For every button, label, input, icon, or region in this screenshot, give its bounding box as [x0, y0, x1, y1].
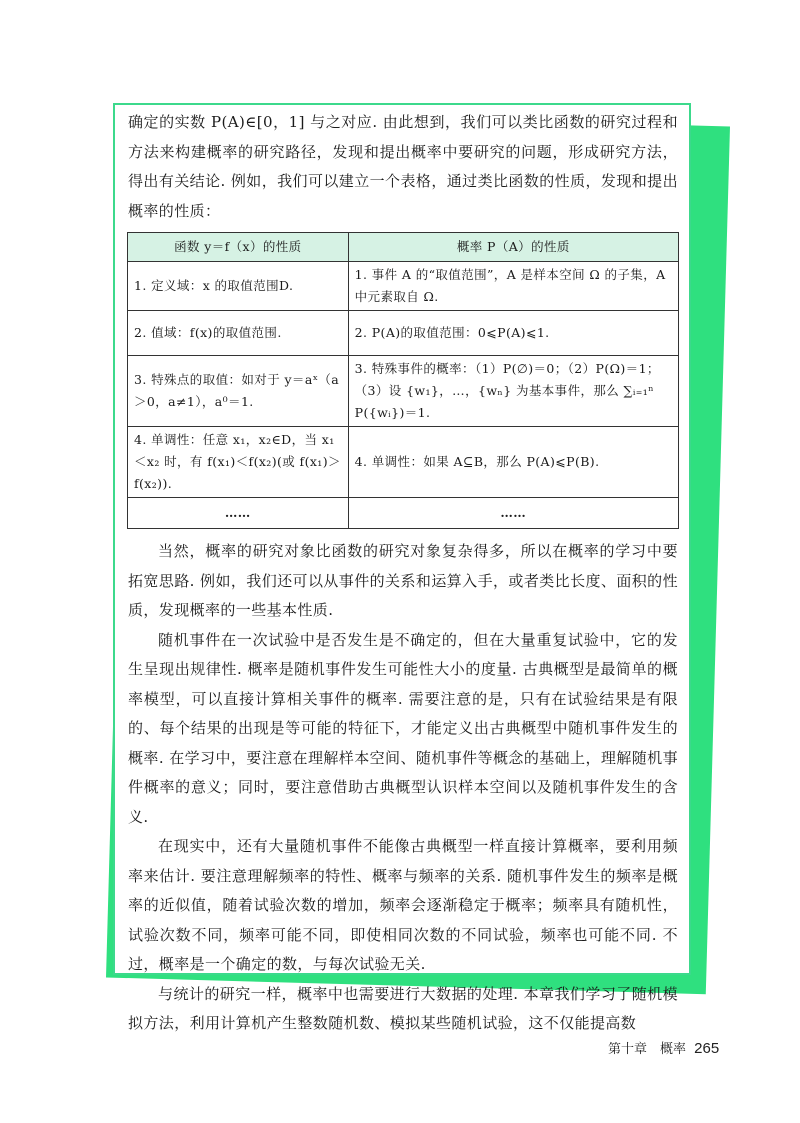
table-cell-function: 2. 值域：f(x)的取值范围.	[128, 311, 349, 356]
table-cell-function: 4. 单调性：任意 x₁，x₂∈D，当 x₁＜x₂ 时，有 f(x₁)＜f(x₂)(或 f(x₁)＞f(x₂)).	[128, 427, 349, 498]
table-row	[128, 498, 679, 529]
table-cell-probability: 4. 单调性：如果 A⊆B，那么 P(A)⩽P(B).	[348, 427, 678, 498]
table-cell-ellipsis: ……	[348, 498, 678, 529]
table-cell-function: 1. 定义域：x 的取值范围D.	[128, 262, 349, 311]
table-row	[128, 356, 679, 427]
table-cell-probability: 2. P(A)的取值范围：0⩽P(A)⩽1.	[348, 311, 678, 356]
table-cell-function: 3. 特殊点的取值：如对于 y＝aˣ（a＞0，a≠1），a⁰＝1.	[128, 356, 349, 427]
table-cell-probability: 3. 特殊事件的概率：（1）P(∅)＝0；（2）P(Ω)＝1；（3）设 {w₁}，…，{wₙ} 为基本事件，那么 ∑ᵢ₌₁ⁿ P({wᵢ})＝1.	[348, 356, 678, 427]
paragraph-intro: 确定的实数 P(A)∈[0，1] 与之对应. 由此想到，我们可以类比函数的研究过程和方法来构建概率的研究路径，发现和提出概率中要研究的问题，形成研究方法，得出有关结论. 例如，我们可以建立一个表格，通过类比函数的性质，发现和提出概率的性质：	[128, 113, 678, 220]
table-header-row	[128, 233, 679, 262]
table-cell-ellipsis: ……	[128, 498, 349, 529]
table-row	[128, 427, 679, 498]
page-content	[128, 108, 678, 1039]
paragraph-broaden-thinking: 当然，概率的研究对象比函数的研究对象复杂得多，所以在概率的学习中要拓宽思路. 例如，我们还可以从事件的关系和运算入手，或者类比长度、面积的性质，发现概率的一些基本性质.	[128, 542, 678, 619]
comparison-table	[127, 232, 679, 529]
header-function-properties: 函数 y＝f（x）的性质	[128, 233, 349, 262]
table-row	[128, 311, 679, 356]
paragraph-simulation: 与统计的研究一样，概率中也需要进行大数据的处理. 本章我们学习了随机模拟方法，利用计算机产生整数随机数、模拟某些随机试验，这不仅能提高数	[128, 984, 678, 1032]
paragraph-random-events: 随机事件在一次试验中是否发生是不确定的，但在大量重复试验中，它的发生呈现出规律性. 概率是随机事件发生可能性大小的度量. 古典概型是最简单的概率模型，可以直接计算相关事件的概率. 需要注意的是，只有在试验结果是有限的、每个结果的出现是等可能的特征下，才能定义出古典概型中随机事件发生的概率. 在学习中，要注意在理解样本空间、随机事件等概念的基础上，理解随机事件概率的意义；同时，要注意借助古典概型认识样本空间以及随机事件发生的含义.	[128, 630, 678, 826]
table-row	[128, 262, 679, 311]
page-number: 265	[694, 1040, 720, 1057]
paragraph-frequency: 在现实中，还有大量随机事件不能像古典概型一样直接计算概率，要利用频率来估计. 要注意理解频率的特性、概率与频率的关系. 随机事件发生的频率是概率的近似值，随着试验次数的增加，频率会逐渐稳定于概率；频率具有随机性，试验次数不同，频率可能不同，即使相同次数的不同试验，频率也可能不同. 不过，概率是一个确定的数，与每次试验无关.	[128, 837, 678, 973]
header-probability-properties: 概率 P（A）的性质	[348, 233, 678, 262]
table-cell-probability: 1. 事件 A 的“取值范围”，A 是样本空间 Ω 的子集，A 中元素取自 Ω.	[348, 262, 678, 311]
chapter-label: 第十章 概率	[608, 1042, 687, 1057]
page-footer	[608, 1038, 719, 1057]
